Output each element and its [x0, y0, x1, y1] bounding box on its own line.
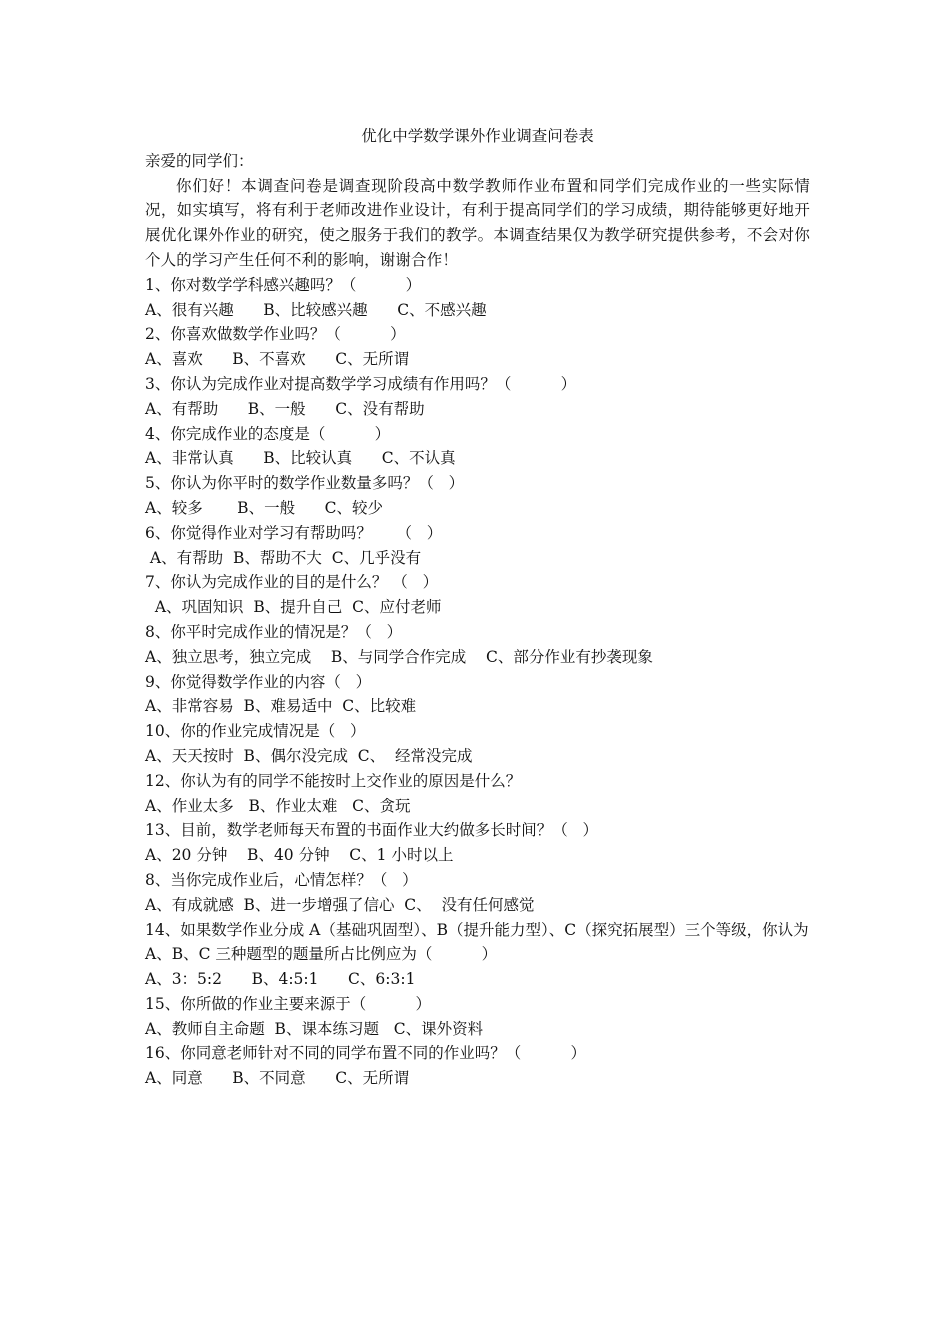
question-text: 2、你喜欢做数学作业吗？（ ）: [145, 325, 406, 344]
question-text: 7、你认为完成作业的目的是什么？ （ ）: [145, 573, 439, 592]
question-list: [145, 273, 810, 1091]
answer-options: A、作业太多 B、作业太难 C、贪玩: [145, 796, 411, 815]
question-text: 3、你认为完成作业对提高数学学习成绩有作用吗？（ ）: [145, 374, 577, 393]
document-title: 优化中学数学课外作业调查问卷表: [361, 127, 594, 145]
question-text: 16、你同意老师针对不同的同学布置不同的作业吗？（ ）: [145, 1044, 586, 1063]
question-14-line-1: 14、如果数学作业分成 A（基础巩固型）、B（提升能力型）、C（探究拓展型）三个等级，你认为: [145, 920, 809, 939]
question-text: 13、目前，数学老师每天布置的书面作业大约做多长时间？（ ）: [145, 821, 599, 840]
answer-options: A、巩固知识 B、提升自己 C、应付老师: [145, 598, 442, 617]
question-text: 4、你完成作业的态度是（ ）: [145, 424, 391, 443]
greeting: 亲爱的同学们：: [145, 151, 254, 170]
question-text: 8、当你完成作业后，心情怎样？（ ）: [145, 870, 418, 889]
question-text: 5、你认为你平时的数学作业数量多吗？（ ）: [145, 474, 465, 493]
answer-options: A、有成就感 B、进一步增强了信心 C、 没有任何感觉: [145, 895, 535, 914]
question-14-line-2: A、B、C 三种题型的题量所占比例应为（ ）: [145, 945, 498, 964]
question-text: 9、你觉得数学作业的内容（ ）: [145, 672, 372, 691]
question-text: 6、你觉得作业对学习有帮助吗？ （ ）: [145, 523, 443, 542]
answer-options: A、同意 B、不同意 C、无所谓: [145, 1069, 410, 1088]
answer-options: A、非常认真 B、比较认真 C、不认真: [145, 449, 456, 468]
answer-options: A、很有兴趣 B、比较感兴趣 C、不感兴趣: [145, 300, 487, 319]
question-text: 15、你所做的作业主要来源于（ ）: [145, 994, 431, 1013]
question-text: 10、你的作业完成情况是（ ）: [145, 722, 366, 741]
answer-options: A、天天按时 B、偶尔没完成 C、 经常没完成: [145, 746, 473, 765]
question-text: 8、你平时完成作业的情况是？（ ）: [145, 622, 403, 641]
answer-options: A、喜欢 B、不喜欢 C、无所谓: [145, 350, 410, 369]
intro-paragraph: 你们好！本调查问卷是调查现阶段高中数学教师作业布置和同学们完成作业的一些实际情况，如实填写，将有利于老师改进作业设计，有利于提高同学们的学习成绩，期待能够更好地开展优化课外作业的研究，使之服务于我们的教学。本调查结果仅为教学研究提供参考，不会对你个人的学习产生任何不利的影响，谢谢合作！: [145, 176, 810, 269]
question-text: 1、你对数学学科感兴趣吗？（ ）: [145, 275, 422, 294]
answer-options: A、独立思考，独立完成 B、与同学合作完成 C、部分作业有抄袭现象: [145, 647, 653, 666]
answer-options: A、非常容易 B、难易适中 C、比较难: [145, 697, 417, 716]
question-text: 12、你认为有的同学不能按时上交作业的原因是什么？: [145, 771, 522, 790]
answer-options: A、3：5:2 B、4:5:1 C、6:3:1: [145, 970, 416, 989]
answer-options: A、20 分钟 B、40 分钟 C、1 小时以上: [145, 846, 454, 865]
answer-options: A、有帮助 B、帮助不大 C、几乎没有: [145, 548, 422, 567]
answer-options: A、较多 B、一般 C、较少: [145, 498, 383, 517]
answer-options: A、教师自主命题 B、课本练习题 C、课外资料: [145, 1019, 484, 1038]
answer-options: A、有帮助 B、一般 C、没有帮助: [145, 399, 425, 418]
questionnaire-page: [145, 124, 810, 1091]
